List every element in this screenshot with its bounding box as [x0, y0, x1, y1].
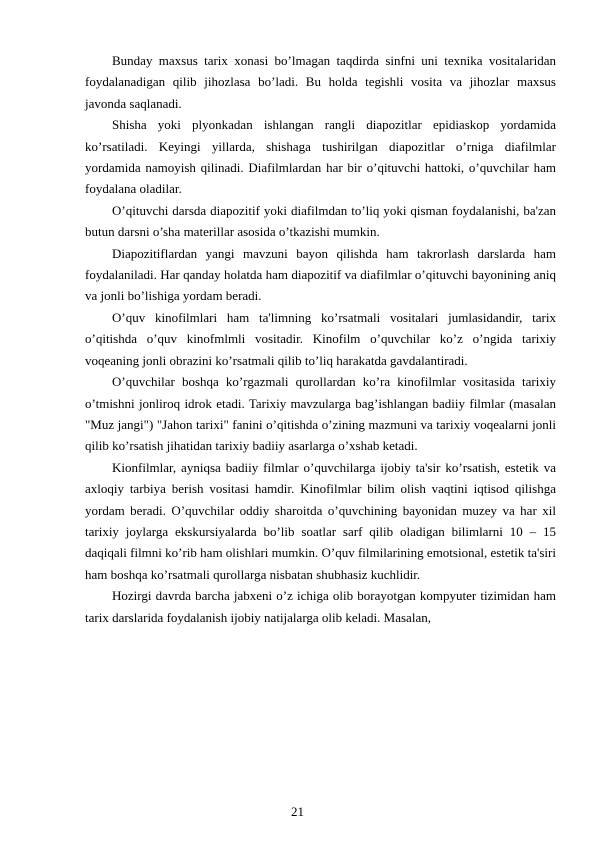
page-number: 21 — [291, 804, 304, 819]
paragraph-3: O’qituvchi darsda diapozitif yoki diafilmdan to’liq yoki qisman foydalanishi, ba'zan butun darsni o’sha materillar asosida o’tkazishi mumkin. — [85, 202, 556, 240]
paragraph-4: Diapozitiflardan yangi mavzuni bayon qilishda ham takrorlash darslarda ham foydalaniladi. Har qanday holatda ham diapozitif va diafilmlar o’qituvchi bayonining aniq va jonli bo’lishiga yordam beradi. — [85, 245, 556, 304]
paragraph-8: Hozirgi davrda barcha jabxeni o’z ichiga olib borayotgan kompyuter tizimidan ham tarix darslarida foydalanish ijobiy natijalarga olib keladi. Masalan, — [85, 588, 556, 625]
paragraph-5: O’quv kinofilmlari ham ta'limning ko’rsatmali vositalari jumlasidandir, tarix o’qitishda o’quv kinofmlmli vositadir. Kinofilm o’quvchilar ko’z o’ngida tarixiy voqeaning jonli obrazini ko’rsatmali qilib to’liq harakatda gavdalantiradi. — [85, 309, 556, 368]
paragraph-2: Shisha yoki plyonkadan ishlangan rangli diapozitlar epidiaskop yordamida ko’rsatiladi. Keyingi yillarda, shishaga tushirilgan diapozitlar o’rniga diafilmlar yordamida namoyish qilinadi. Diafilmlardan har bir o’qituvchi hattoki, o’quvchilar ham foydalana oladilar. — [85, 117, 556, 197]
paragraph-7: Kionfilmlar, ayniqsa badiiy filmlar o’quvchilarga ijobiy ta'sir ko’rsatish, estetik va axloqiy tarbiya berish vositasi hamdir. Kinofilmlar bilim olish vaqtini iqtisod qilishga yordam beradi. O’quvchilar oddiy sharoitda o’quvchining bayonidan muzey va har xil tarixiy joylarga ekskursiyalarda bo’lib soatlar sarf qilib oladigan bilimlarni 10 – 15 daqiqali filmni ko’rib ham olishlari mumkin. O’quv filmilarining emotsional, estetik ta'siri ham boshqa ko’rsatmali qurollarga nisbatan shubhasiz kuchlidir. — [85, 459, 556, 582]
paragraph-6: O’quvchilar boshqa ko’rgazmali qurollardan ko’ra kinofilmlar vositasida tarixiy o’tmishni jonliroq idrok etadi. Tarixiy mavzularga bag’ishlangan badiiy filmlar (masalan "Muz jangi") "Jahon tarixi" fanini o’qitishda o’zining mazmuni va tarixiy voqealarni jonli qilib ko’rsatish jihatidan tarixiy badiiy asarlarga o’xshab ketadi. — [85, 374, 556, 454]
document-page — [85, 50, 556, 628]
paragraph-1: Bunday maxsus tarix xonasi bo’lmagan taqdirda sinfni uni texnika vositalaridan foydalanadigan qilib jihozlasa bo’ladi. Bu holda tegishli vosita va jihozlar maxsus javonda saqlanadi. — [85, 53, 556, 111]
